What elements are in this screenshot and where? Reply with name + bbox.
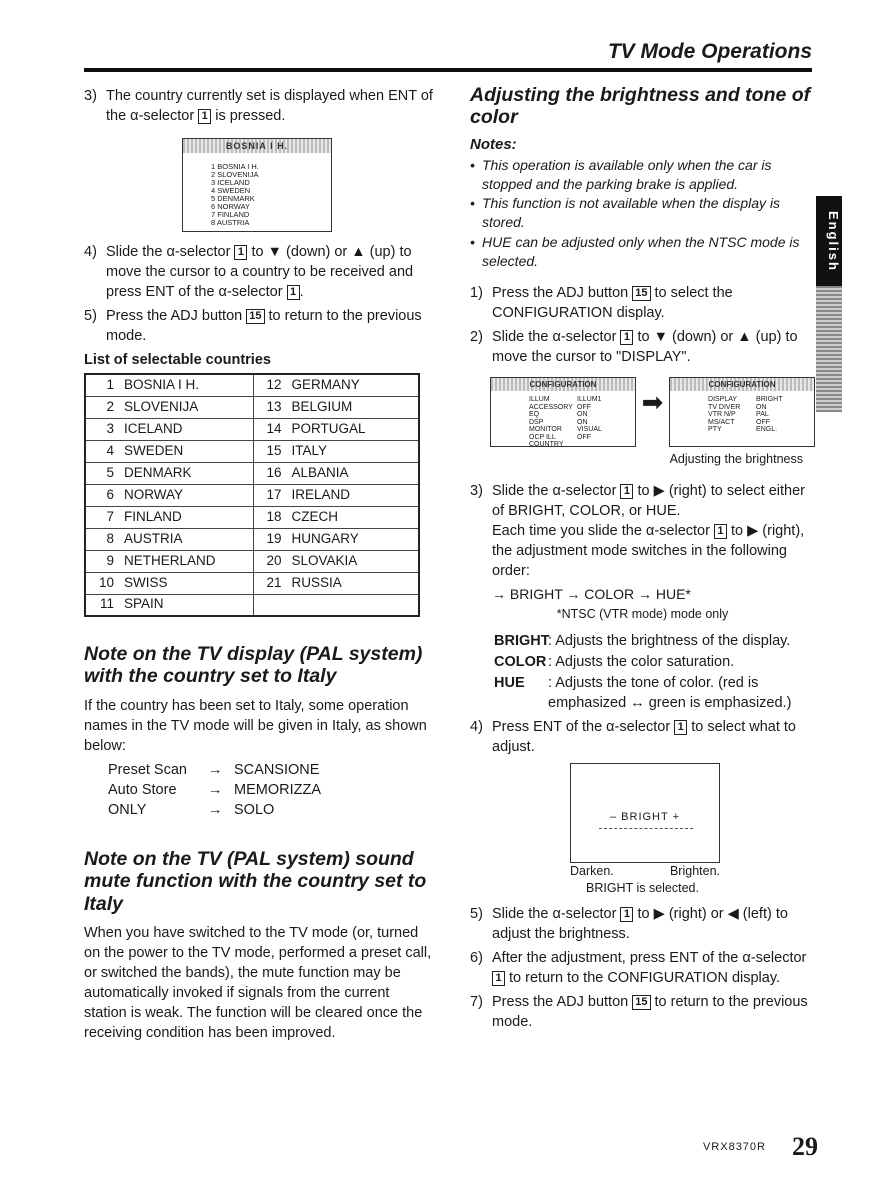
country-cell: 13 BELGIUM [253,396,419,418]
table-row [85,374,419,396]
brightness-screen [570,763,720,863]
key-1-icon: 1 [492,971,505,986]
country-screen-item: 5 DENMARK [211,194,255,203]
country-cell [253,594,419,616]
right-step-1: 1) Press the ADJ button 15 to select the CONFIGURATION display. [470,285,733,322]
country-cell: 12 GERMANY [253,374,419,396]
note1-item: Preset Scan → SCANSIONE [108,761,320,778]
country-cell: 6 NORWAY [85,484,253,506]
darken-label: Darken. [570,864,614,879]
config-items-2: DISPLAY TV DIVER VTR N/P MS/ACT PTY [708,396,741,434]
table-row [85,440,419,462]
country-screen-item: 1 BOSNIA I H. [211,162,259,171]
note-item: • This operation is available only when the car is stopped and the parking brake is applied. [470,156,772,192]
country-cell: 14 PORTUGAL [253,418,419,440]
table-row [85,396,419,418]
right-step-6: 6) After the adjustment, press ENT of the α-selector 1 to return to the CONFIGURATION display. [470,949,807,986]
config-screen-1 [490,377,636,447]
key-1-icon: 1 [674,720,687,735]
key-1-icon: 1 [620,907,633,922]
right-arrow-icon: ➡ [641,387,664,418]
country-cell: 8 AUSTRIA [85,528,253,550]
table-row [85,550,419,572]
country-cell: 17 IRELAND [253,484,419,506]
key-1-icon: 1 [620,330,633,345]
right-column [470,84,815,1036]
section-title: Adjusting the brightness and tone of color [470,84,811,129]
country-cell: 18 CZECH [253,506,419,528]
key-1-icon: 1 [714,524,727,539]
mode-order-footnote: *NTSC (VTR mode) mode only [556,606,729,621]
note1-title: Note on the TV display (PAL system) with the country set to Italy [84,643,423,688]
mode-order: → BRIGHT → COLOR → HUE* [492,585,691,602]
brighten-label: Brighten. [669,864,720,879]
config-screens [490,377,815,447]
selected-caption: BRIGHT is selected. [585,881,699,896]
country-cell: 1 BOSNIA I H. [85,374,253,396]
key-1-icon: 1 [620,484,633,499]
table-row [85,484,419,506]
note1-item: Auto Store → MEMORIZZA [108,781,321,798]
config-screen-title: CONFIGURATION [670,378,814,391]
table-row [85,418,419,440]
country-cell: 3 ICELAND [85,418,253,440]
country-screen [182,138,332,232]
key-15-icon: 15 [632,995,650,1010]
config-values-1: ILLUM1 OFF ON ON VISUAL OFF [577,396,602,441]
page-header-title: TV Mode Operations [607,40,812,63]
right-step-2: 2) Slide the α-selector 1 to ▼ (down) or ▲ (up) to move the cursor to "DISPLAY". [470,329,798,366]
model-number: VRX8370R [702,1140,766,1153]
header-rule [84,68,812,72]
definition-row: HUE : Adjusts the tone of color. (red is emphasized ↔ green is emphasized.) [494,675,792,712]
country-screen-item: 6 NORWAY [211,202,251,211]
country-screen-item: 3 ICELAND [211,178,250,187]
mode-definitions [470,631,815,713]
country-cell: 9 NETHERLAND [85,550,253,572]
table-row [85,594,419,616]
right-step-3: 3) Slide the α-selector 1 to ▶ (right) to select either of BRIGHT, COLOR, or HUE. Each time you slide the α-selector 1 to ▶ (right), the adjustment mode switches in the following order: [470,482,806,579]
definition-row: COLOR : Adjusts the color saturation. [494,654,735,671]
note-item: • HUE can be adjusted only when the NTSC mode is selected. [470,233,800,270]
page-number: 29 [792,1132,818,1162]
left-column [84,86,434,1043]
left-step-4: 4) Slide the α-selector 1 to ▼ (down) or ▲ (up) to move the cursor to a country to be received and press ENT of the α-selector 1 . [84,244,414,300]
brightness-label: – BRIGHT + [609,811,680,824]
key-1-icon: 1 [234,245,247,260]
country-cell: 21 RUSSIA [253,572,419,594]
table-row [85,462,419,484]
right-step-4: 4) Press ENT of the α-selector 1 to select what to adjust. [470,719,796,756]
definition-row: BRIGHT : Adjusts the brightness of the display. [494,633,791,650]
country-screen-list [211,163,259,227]
country-cell: 4 SWEDEN [85,440,253,462]
country-cell: 16 ALBANIA [253,462,419,484]
key-1-icon: 1 [198,109,211,124]
country-cell: 7 FINLAND [85,506,253,528]
note2-title: Note on the TV (PAL system) sound mute function with the country set to Italy [84,847,427,915]
country-screen-title: BOSNIA I H. [183,139,331,153]
language-tab-shade [816,286,842,412]
country-cell: 5 DENMARK [85,462,253,484]
note1-list [108,760,434,820]
key-15-icon: 15 [632,286,650,301]
config-items-1: ILLUM ACCESSORY EQ DSP MONITOR OCP ILL COUNTRY [529,396,573,449]
table-row [85,506,419,528]
language-tab: English [816,196,842,286]
config-screen-title: CONFIGURATION [491,378,635,391]
left-step-5: 5) Press the ADJ button 15 to return to the previous mode. [84,308,422,344]
country-cell: 20 SLOVAKIA [253,550,419,572]
country-cell: 11 SPAIN [85,594,253,616]
country-list-title: List of selectable countries [84,352,271,368]
right-step-5: 5) Slide the α-selector 1 to ▶ (right) or ◀ (left) to adjust the brightness. [470,905,788,942]
key-1-icon: 1 [287,285,300,300]
country-cell: 19 HUNGARY [253,528,419,550]
notes-title: Notes: [470,135,517,153]
country-cell: 10 SWISS [85,572,253,594]
brightness-bar [599,828,693,829]
note1-item: ONLY → SOLO [108,801,275,818]
table-row [85,528,419,550]
country-screen-item: 8 AUSTRIA [211,218,250,227]
country-screen-item: 2 SLOVENIJA [211,170,259,179]
country-cell: 2 SLOVENIJA [85,396,253,418]
note2-text: When you have switched to the TV mode (or, turned on the power to the TV mode, performed a preset call, or switched the bands), the mute function may be automatically invoked if signals from the current station is weak. The function will be cleared once the receiving condition has been improved. [84,925,432,1042]
config-screen-2 [669,377,815,447]
key-15-icon: 15 [246,309,264,324]
config-values-2: BRIGHT ON PAL OFF ENGL. [756,396,783,434]
darken-brighten-labels [570,863,720,880]
note-item: • This function is not available when the display is stored. [470,195,781,231]
right-step-7: 7) Press the ADJ button 15 to return to the previous mode. [470,993,808,1030]
country-screen-item: 4 SWEDEN [211,186,251,195]
config-caption: Adjusting the brightness [669,452,803,467]
country-screen-item: 7 FINLAND [211,210,250,219]
left-step-3: 3) The country currently set is displayed when ENT of the α-selector 1 is pressed. [84,88,433,124]
note1-text: If the country has been set to Italy, some operation names in the TV mode will be given in Italy, as shown below: [84,697,427,754]
table-row [85,572,419,594]
country-table [84,373,420,617]
country-cell: 15 ITALY [253,440,419,462]
